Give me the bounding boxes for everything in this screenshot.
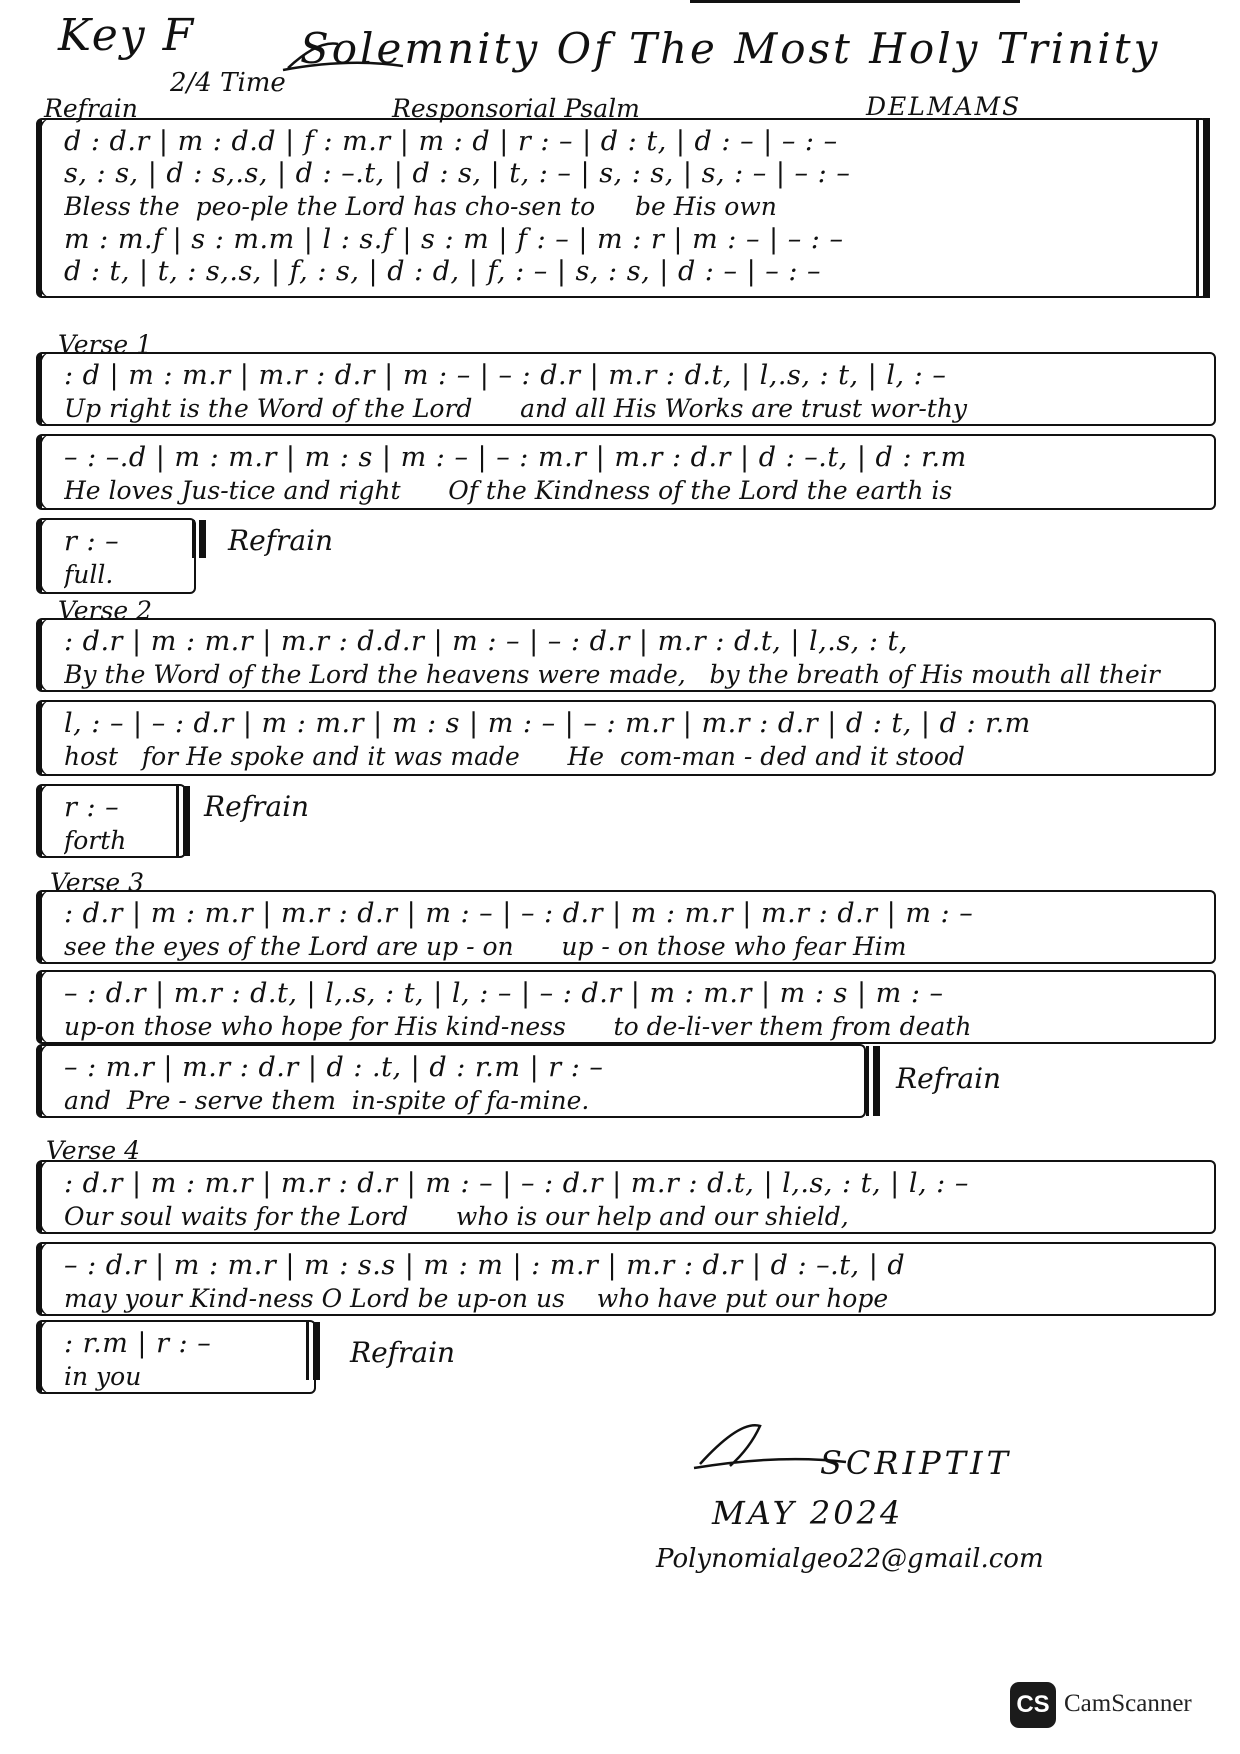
key-signature: Key F: [58, 10, 196, 61]
verse-1-line-2: [36, 434, 1216, 510]
verse-3-line-1-lyrics: see the eyes of the Lord are up - on up - on those who fear Him: [64, 932, 907, 961]
verse-1-heading: Verse 1: [58, 330, 152, 359]
verse-1-line-1-notes: : d | m : m.r | m.r : d.r | m : – | – : d.r | m.r : d.t, | l,.s, : t, | l, : –: [64, 360, 947, 391]
verse-3-refrain-cue: Refrain: [896, 1062, 1002, 1095]
signature-email: Polynomialgeo22@gmail.com: [656, 1544, 1044, 1574]
verse-4-line-1-brace: [38, 1160, 55, 1234]
verse-4-heading: Verse 4: [46, 1136, 140, 1165]
verse-1-line-3-lyrics: full.: [64, 560, 114, 589]
page-title: Solemnity Of The Most Holy Trinity: [300, 24, 1161, 73]
verse-4-refrain-cue: Refrain: [350, 1336, 456, 1369]
verse-1-line-2-brace: [38, 434, 55, 510]
refrain-lyrics: Bless the peo-ple the Lord has cho-sen to be His own: [64, 192, 777, 221]
time-signature: 2/4 Time: [170, 68, 286, 98]
verse-4-line-2-lyrics: may your Kind-ness O Lord be up-on us who have put our hope: [64, 1284, 889, 1313]
verse-1-line-3-notes: r : –: [64, 526, 120, 557]
verse-1-line-1-brace: [38, 352, 55, 426]
verse-1-line-3: [36, 518, 196, 594]
verse-2-double-barline: [176, 786, 190, 856]
verse-2-line-2: [36, 700, 1216, 776]
verse-2-line-2-brace: [38, 700, 55, 776]
verse-4-line-2-notes: – : d.r | m : m.r | m : s.s | m : m | : m.r | m.r : d.r | d : –.t, | d: [64, 1250, 906, 1281]
verse-4-line-1: [36, 1160, 1216, 1234]
verse-1-line-1-lyrics: Up right is the Word of the Lord and all His Works are trust wor-thy: [64, 394, 968, 423]
verse-2-heading: Verse 2: [58, 596, 152, 625]
verse-4-line-1-lyrics: Our soul waits for the Lord who is our help and our shield,: [64, 1202, 849, 1231]
camscanner-watermark-text: CamScanner: [1064, 1690, 1192, 1717]
refrain-bass-line: d : t, | t, : s,.s, | f, : s, | d : d, | f, : – | s, : s, | d : – | – : –: [64, 256, 822, 287]
refrain-staff: [36, 118, 1208, 298]
verse-2-line-3-notes: r : –: [64, 792, 120, 823]
verse-4-line-1-notes: : d.r | m : m.r | m.r : d.r | m : – | – : d.r | m.r : d.t, | l,.s, : t, | l, : –: [64, 1168, 969, 1199]
verse-4-line-3-lyrics: in you: [64, 1362, 142, 1391]
verse-3-line-1-brace: [38, 890, 55, 964]
verse-2-line-3-lyrics: forth: [64, 826, 127, 855]
verse-3-line-3: [36, 1044, 866, 1118]
verse-2-refrain-cue: Refrain: [204, 790, 310, 823]
refrain-brace: [38, 118, 55, 298]
psalm-label: Responsorial Psalm: [392, 94, 640, 123]
verse-4-line-3: [36, 1320, 316, 1394]
verse-4-line-2: [36, 1242, 1216, 1316]
page-top-rule: [690, 0, 1020, 3]
verse-4-line-3-notes: : r.m | r : –: [64, 1328, 212, 1359]
verse-2-line-1-lyrics: By the Word of the Lord the heavens were made, by the breath of His mouth all their: [64, 660, 1160, 689]
refrain-alto-line: s, : s, | d : s,.s, | d : –.t, | d : s, | t, : – | s, : s, | s, : – | – : –: [64, 158, 851, 189]
composer-name: DELMAMS: [866, 92, 1022, 121]
verse-2-line-3: [36, 784, 186, 858]
verse-3-heading: Verse 3: [50, 868, 144, 897]
verse-1-line-1: [36, 352, 1216, 426]
verse-3-line-1-notes: : d.r | m : m.r | m.r : d.r | m : – | – : d.r | m : m.r | m.r : d.r | m : –: [64, 898, 974, 929]
verse-2-line-3-brace: [38, 784, 55, 858]
refrain-final-barline: [1196, 118, 1210, 298]
verse-1-line-2-lyrics: He loves Jus-tice and right Of the Kindness of the Lord the earth is: [64, 476, 953, 505]
refrain-heading: Refrain: [44, 94, 138, 123]
verse-4-double-barline: [306, 1322, 320, 1380]
verse-3-line-2-brace: [38, 970, 55, 1044]
verse-2-line-1-notes: : d.r | m : m.r | m.r : d.d.r | m : – | – : d.r | m.r : d.t, | l,.s, : t,: [64, 626, 908, 657]
verse-3-double-barline: [866, 1046, 880, 1116]
refrain-tenor-line: m : m.f | s : m.m | l : s.f | s : m | f : – | m : r | m : – | – : –: [64, 224, 844, 255]
verse-3-line-2-notes: – : d.r | m.r : d.t, | l,.s, : t, | l, : – | – : d.r | m : m.r | m : s | m : –: [64, 978, 944, 1009]
refrain-soprano-line: d : d.r | m : d.d | f : m.r | m : d | r : – | d : t, | d : – | – : –: [64, 126, 838, 157]
verse-3-line-2-lyrics: up-on those who hope for His kind-ness to de-li-ver them from death: [64, 1012, 972, 1041]
verse-1-double-barline: [192, 520, 206, 558]
verse-3-line-2: [36, 970, 1216, 1044]
verse-1-line-3-brace: [38, 518, 55, 594]
signature-name: SCRIPTIT: [820, 1444, 1012, 1482]
verse-4-line-3-brace: [38, 1320, 55, 1394]
verse-3-line-1: [36, 890, 1216, 964]
verse-3-line-3-brace: [38, 1044, 55, 1118]
verse-3-line-3-lyrics: and Pre - serve them in-spite of fa-mine.: [64, 1086, 590, 1115]
verse-2-line-1: [36, 618, 1216, 692]
verse-4-line-2-brace: [38, 1242, 55, 1316]
signature-date: MAY 2024: [712, 1494, 904, 1532]
verse-2-line-2-notes: l, : – | – : d.r | m : m.r | m : s | m : – | – : m.r | m.r : d.r | d : t, | d : r.m: [64, 708, 1031, 739]
camscanner-logo-icon: CS: [1010, 1682, 1056, 1728]
verse-2-line-1-brace: [38, 618, 55, 692]
verse-1-refrain-cue: Refrain: [228, 524, 334, 557]
verse-3-line-3-notes: – : m.r | m.r : d.r | d : .t, | d : r.m | r : –: [64, 1052, 604, 1083]
verse-2-line-2-lyrics: host for He spoke and it was made He com-man - ded and it stood: [64, 742, 965, 771]
verse-1-line-2-notes: – : –.d | m : m.r | m : s | m : – | – : m.r | m.r : d.r | d : –.t, | d : r.m: [64, 442, 967, 473]
